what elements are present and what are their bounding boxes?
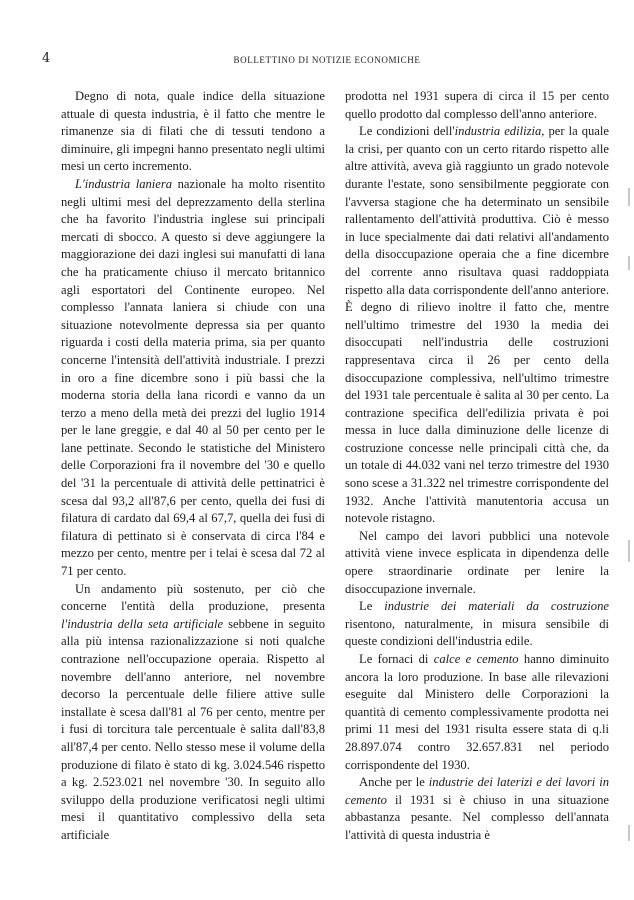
- italic-term: l'industria della seta artificiale: [61, 616, 224, 631]
- scan-margin-mark: [628, 540, 630, 562]
- paragraph: Le condizioni dell'industria edilizia, per la quale la crisi, per quanto con un certo ritardo rispetto alle altre attività, aveva già raggiunto un grado notevole durante l'estate, sono sensibilmente peggiorate con l'avversa stagione che ha determinato un sensibile rallentamento dell'attività produttiva. Ciò è messo in luce specialmente dai dati relativi all'andamento della disoccupazione operaia che a fine dicembre del corrente anno risultava quasi raddoppiata rispetto alla data corrispondente dell'anno anteriore. È degno di rilievo inoltre il fatto che, mentre nell'ultimo trimestre del 1930 la media dei disoccupati nell'industria delle costruzioni rappresentava circa il 26 per cento della disoccupazione complessiva, nell'ultimo trimestre del 1931 tale percentuale è salita al 30 per cento. La contrazione specifica dell'edilizia privata è poi messa in luce dalla diminuzione delle licenze di costruzione concesse nelle principali città che, da un totale di 44.032 vani nel terzo trimestre del 1930 sono scese a 31.322 nel trimestre corrispondente del 1932. Anche l'attività manutentoria accusa un notevole ristagno.: [345, 124, 609, 526]
- paragraph: prodotta nel 1931 supera di circa il 15 per cento quello prodotto dal complesso dell'anno anteriore.: [345, 89, 609, 121]
- paragraph: Le industrie dei materiali da costruzione risentono, naturalmente, in misura sensibile di queste condizioni dell'industria edile.: [345, 599, 609, 649]
- italic-term: industrie dei materiali da costruzione: [384, 599, 609, 614]
- paragraph: Degno di nota, quale indice della situazione attuale di questa industria, è il fatto che mentre le rimanenze sia di filati che di tessuti tendono a diminuire, gli impegni hanno presentato negli ultimi mesi un certo incremento.: [61, 89, 325, 174]
- left-column: [61, 88, 325, 845]
- scan-margin-mark: [628, 188, 630, 206]
- paragraph: Nel campo dei lavori pubblici una notevole attività viene invece esplicata in dipendenza delle opere straordinarie ordinate per lenire la disoccupazione invernale.: [345, 528, 609, 596]
- italic-term: calce e cemento: [433, 652, 519, 666]
- running-title: BOLLETTINO DI NOTIZIE ECONOMICHE: [233, 55, 421, 65]
- italic-term: industrie dei laterizi e dei lavori in cemento: [345, 775, 610, 807]
- page-header: [42, 51, 612, 69]
- italic-term: L'industria laniera: [75, 176, 173, 191]
- paragraph: L'industria laniera nazionale ha molto risentito negli ultimi mesi del deprezzamento della sterlina che ha favorito l'industria inglese sui principali mercati di sbocco. A questo si deve aggiungere la maggiorazione dei dazi inglesi sui manufatti di lana che ha praticamente chiuso il mercato britannico agli esportatori del Continente europeo. Nel complesso l'annata laniera si chiude con una situazione notevolmente depressa sia per quanto riguarda i costi della materia prima, sia per quanto concerne l'intensità dell'attività industriale. I prezzi in oro a fine dicembre sono i più bassi che la moderna storia della lana ricordi e vanno da un terzo a meno della metà dei prezzi del luglio 1914 per le lane greggie, e dal 40 al 50 per cento per le lane pettinate. Secondo le statistiche del Ministero delle Corporazioni fra il novembre del '30 e quello del '31 la percentuale di attività delle pettinatrici è scesa dal 93,2 all'87,6 per cento, quella dei fusi di filatura di cardato dal 69,4 al 67,7, quella dei fusi di filatura di pettinato si è conservata di circa l'84 e mezzo per cento, mentre per i telai è scesa dal 72 al 71 per cento.: [61, 176, 325, 579]
- italic-term: industria edilizia: [454, 124, 542, 139]
- paragraph: Le fornaci di calce e cemento hanno diminuito ancora la loro produzione. In base alle rilevazioni eseguite dal Ministero delle Corporazioni la quantità di cemento complessivamente prodotta nei primi 11 mesi del 1931 risulta essere stata di q.li 28.897.074 contro 32.657.831 nel periodo corrispondente del 1930.: [345, 652, 609, 772]
- page-number: 4: [42, 51, 51, 66]
- scan-margin-mark: [628, 256, 630, 270]
- scan-margin-mark: [628, 825, 630, 841]
- paragraph: Anche per le industrie dei laterizi e dei lavori in cemento il 1931 si è chiuso in una situazione abbastanza pesante. Nel complesso dell'annata l'attività di questa industria è: [345, 775, 610, 842]
- paragraph: Un andamento più sostenuto, per ciò che concerne l'entità della produzione, presenta l'industria della seta artificiale sebbene in seguito alla più intensa razionalizzazione si noti qualche contrazione nell'occupazione operaia. Rispetto al novembre dell'anno anteriore, nel novembre decorso la percentuale delle filiere attive sulle installate è scesa dall'81 al 76 per cento, mentre per i fusi di torcitura tale percentuale è salita dall'83,8 all'87,4 per cento. Nello stesso mese il volume della produzione di filato è stato di kg. 3.024.546 rispetto a kg. 2.523.021 nel novembre '30. In seguito allo sviluppo della produzione verificatosi negli ultimi mesi il quantitativo complessivo della seta artificiale: [61, 581, 326, 842]
- right-column: [345, 88, 609, 845]
